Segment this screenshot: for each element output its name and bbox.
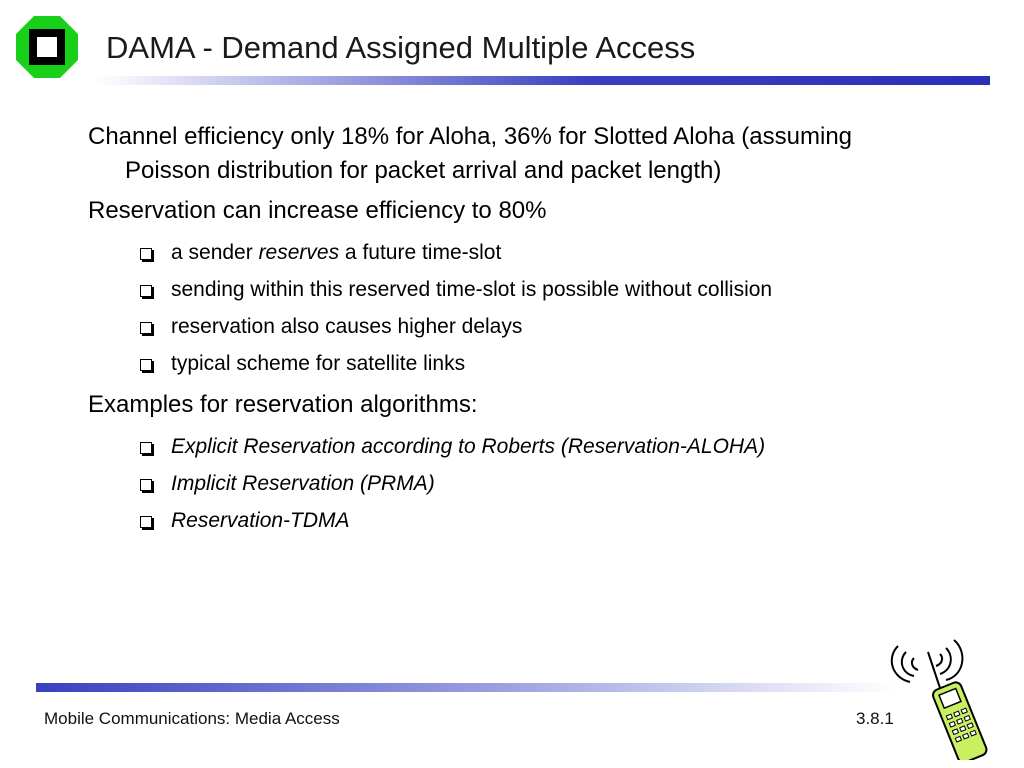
sub-bullet-no-collision: sending within this reserved time-slot is possible without collision xyxy=(88,271,938,308)
mobile-phone-clipart-icon xyxy=(884,630,996,760)
bullet-examples: Examples for reservation algorithms: xyxy=(88,391,478,418)
slide-body xyxy=(88,120,938,539)
page-title: DAMA - Demand Assigned Multiple Access xyxy=(106,30,696,65)
sub-bullet-explicit-reservation: Explicit Reservation according to Roberts (Reservation-ALOHA) xyxy=(88,428,938,465)
bullet-reservation: Reservation can increase efficiency to 80% xyxy=(88,197,547,224)
university-logo-icon xyxy=(16,16,78,78)
slide-number: 3.8.1 xyxy=(856,709,894,728)
footer-course-title: Mobile Communications: Media Access xyxy=(44,709,340,728)
title-divider xyxy=(96,76,990,85)
sub-bullet-satellite: typical scheme for satellite links xyxy=(88,345,938,382)
sub-bullet-reservation-tdma: Reservation-TDMA xyxy=(88,502,938,539)
sub-bullet-implicit-reservation: Implicit Reservation (PRMA) xyxy=(88,465,938,502)
checkbox-bullet-icon xyxy=(140,322,152,334)
checkbox-bullet-icon xyxy=(140,248,152,260)
footer-divider xyxy=(36,683,896,692)
checkbox-bullet-icon xyxy=(140,285,152,297)
bullet-channel-efficiency: Channel efficiency only 18% for Aloha, 36% for Slotted Aloha (assuming Poisson distribution for packet arrival and packet length) xyxy=(88,123,853,184)
checkbox-bullet-icon xyxy=(140,479,152,491)
checkbox-bullet-icon xyxy=(140,516,152,528)
sub-bullet-reserves: a sender reserves a future time-slot xyxy=(88,234,938,271)
sub-bullet-delays: reservation also causes higher delays xyxy=(88,308,938,345)
checkbox-bullet-icon xyxy=(140,442,152,454)
checkbox-bullet-icon xyxy=(140,359,152,371)
